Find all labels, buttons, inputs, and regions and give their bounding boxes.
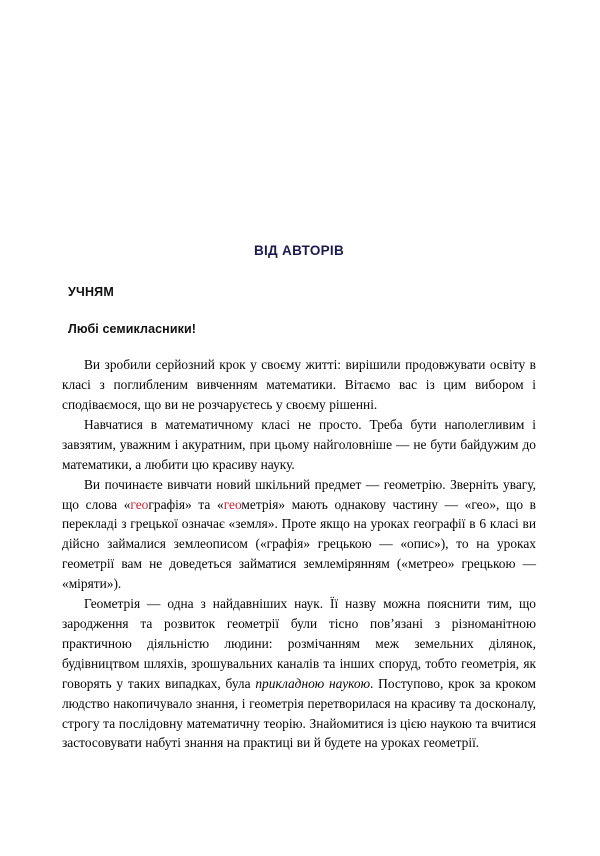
page-title: ВІД АВТОРІВ [253,243,345,258]
body-text [62,355,536,753]
paragraph-3-lead: Ви починаєте вивчати новий шкільний предмет — геометрію. Зверніть увагу, що слова « [62,476,536,512]
paragraph-3 [62,475,536,594]
paragraph-4 [62,594,536,753]
paragraph-3-mid-2: метрія» мають однакову частину — «гео», що в перекладі з грецької означає «земля». Проте якщо на уроках географії в 6 класі ви дійсно займалися землеописом («графія» грецькою — «опис»), то на уроках геометрії вам не доведеться займатися землемірянням («метрео» грецькою — «міряти»). [62,496,536,592]
paragraph-4-tail: . Поступово, крок за кроком людство накопичувало знання, і геометрія перетворилася на красиву та досконалу, строгу та послідовну математичну теорію. Знайомитися із цією наукою та вчитися застосовувати набуті знання на практиці ви й будете на уроках геометрії. [62,675,537,751]
subheading-greeting: Любі семикласники! [68,322,197,337]
paragraph-1: Ви зробили серйозний крок у своєму житті: вирішили продовжувати освіту в класі з поглибленим вивченням математики. Вітаємо вас із цим вибором і сподіваємося, що ви не розчаруєтесь у своєму рішенні. [62,357,536,412]
page-content [0,243,600,753]
paragraph-4-lead: Геометрія — одна з найдавніших наук. Її назву можна пояснити тим, що зародження та розвиток геометрії були тісно пов’язані з різноманітною практичною діяльністю людини: розмічанням меж земельних ділянок, будівництвом шляхів, зрошувальних каналів та інших споруд, тобто геометрія, як говорять у таких випадках, була [62,596,536,691]
accent-word-geo-2: гео [223,496,242,512]
page-top-margin [0,0,600,243]
accent-word-geo-1: гео [130,496,149,512]
paragraph-3-mid-1: графія» та « [148,496,224,512]
paragraph-2: Навчатися в математичному класі не просто. Треба бути наполегливим і завзятим, уважним і акуратним, при цьому найголовніше — не бути байдужим до математики, а любити цю красиву науку. [62,416,536,472]
italic-phrase-applied-science: прикладною наукою [255,675,371,691]
section-heading-pupils: УЧНЯМ [68,285,114,300]
